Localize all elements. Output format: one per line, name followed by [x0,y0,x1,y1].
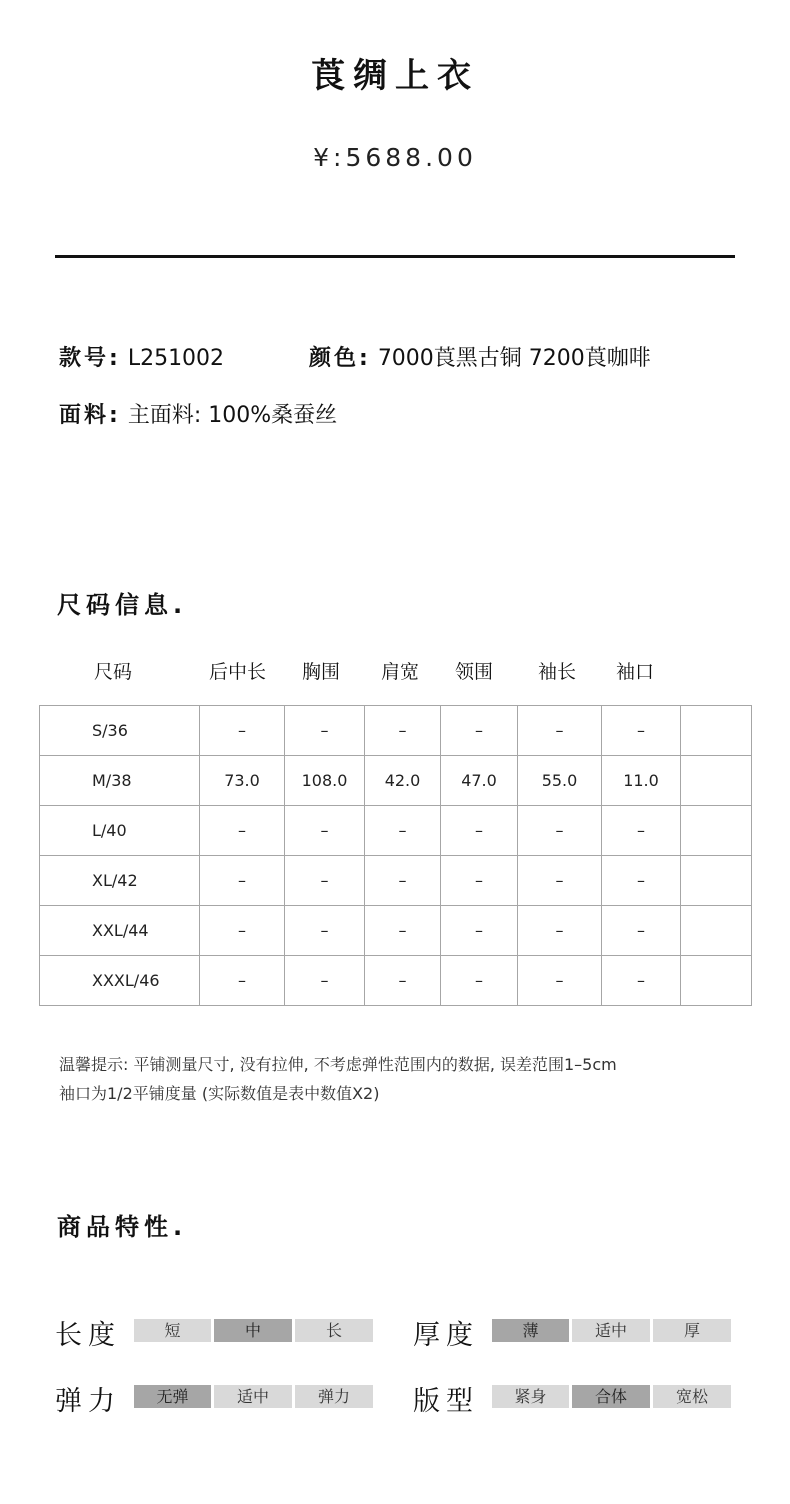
table-cell: – [441,706,518,756]
table-cell: – [518,956,602,1006]
col-header-chest: 胸围 [302,661,341,683]
table-cell: – [365,806,441,856]
size-table [39,705,752,1006]
empty-cell [681,956,752,1006]
size-cell: S/36 [40,706,200,756]
fabric-value: 主面料: 100%桑蚕丝 [127,403,338,428]
table-cell: – [441,956,518,1006]
empty-cell [681,706,752,756]
size-cell: XL/42 [40,856,200,906]
table-cell: – [602,856,681,906]
style-number-label: 款号: [59,346,121,371]
fabric-info [59,398,337,429]
empty-cell [681,856,752,906]
size-cell: XXXL/46 [40,956,200,1006]
cuff-note: 袖口为1/2平铺度量 (实际数值是表中数值X2) [59,1084,380,1103]
table-cell: – [365,706,441,756]
table-cell: – [200,906,285,956]
measurement-note: 温馨提示: 平铺测量尺寸, 没有拉伸, 不考虑弹性范围内的数据, 误差范围1–5cm [59,1055,617,1074]
size-cell: XXL/44 [40,906,200,956]
table-cell: – [602,906,681,956]
table-row [40,706,752,756]
table-row [40,806,752,856]
col-header-sleeve-length: 袖长 [538,661,577,683]
table-cell: – [200,706,285,756]
table-cell: – [518,806,602,856]
table-cell: – [441,806,518,856]
product-price: ¥:5688.00 [313,143,477,172]
feature-label-length: 长度 [55,1320,121,1351]
table-cell: 42.0 [365,756,441,806]
table-row [40,856,752,906]
table-cell: – [518,706,602,756]
table-row [40,906,752,956]
col-header-size: 尺码 [94,661,133,683]
color-value: 7000莨黑古铜 7200莨咖啡 [377,346,651,371]
table-cell: – [200,856,285,906]
table-cell: – [285,856,365,906]
table-cell: – [365,956,441,1006]
thickness-option-medium: 适中 [572,1319,650,1342]
table-cell: – [365,856,441,906]
color-label: 颜色: [309,346,371,371]
table-cell: – [365,906,441,956]
fit-option-tight: 紧身 [492,1385,569,1408]
col-header-shoulder: 肩宽 [381,661,420,683]
length-option-long: 长 [295,1319,373,1342]
product-title: 莨绸上衣 [311,56,479,96]
table-cell: – [441,906,518,956]
empty-cell [681,756,752,806]
fit-option-loose: 宽松 [653,1385,731,1408]
table-cell: 108.0 [285,756,365,806]
table-cell: – [200,806,285,856]
table-cell: – [285,706,365,756]
col-header-cuff: 袖口 [616,661,655,683]
table-cell: – [285,806,365,856]
color-info [309,341,651,372]
size-cell: L/40 [40,806,200,856]
table-cell: – [602,956,681,1006]
elasticity-option-medium: 适中 [214,1385,292,1408]
empty-cell [681,906,752,956]
col-header-neck: 领围 [455,661,494,683]
table-cell: – [285,956,365,1006]
table-cell: – [518,856,602,906]
elasticity-option-none: 无弹 [134,1385,211,1408]
col-header-back-length: 后中长 [209,661,267,683]
style-number-value: L251002 [127,346,225,371]
size-cell: M/38 [40,756,200,806]
table-cell: – [285,906,365,956]
features-title: 商品特性. [57,1213,188,1241]
divider [55,255,735,258]
table-cell: 47.0 [441,756,518,806]
table-cell: – [200,956,285,1006]
length-option-short: 短 [134,1319,211,1342]
table-cell: – [441,856,518,906]
elasticity-option-stretch: 弹力 [295,1385,373,1408]
style-number [59,341,224,372]
table-cell: 11.0 [602,756,681,806]
feature-label-elasticity: 弹力 [55,1386,121,1417]
feature-label-thickness: 厚度 [413,1320,479,1351]
feature-label-fit: 版型 [413,1386,479,1417]
table-cell: – [602,806,681,856]
thickness-option-thick: 厚 [653,1319,731,1342]
table-row [40,956,752,1006]
size-section-title: 尺码信息. [57,591,188,619]
fabric-label: 面料: [59,403,121,428]
table-cell: 55.0 [518,756,602,806]
empty-cell [681,806,752,856]
table-cell: – [602,706,681,756]
table-cell: 73.0 [200,756,285,806]
thickness-option-thin: 薄 [492,1319,569,1342]
fit-option-regular: 合体 [572,1385,650,1408]
table-row [40,756,752,806]
table-cell: – [518,906,602,956]
length-option-medium: 中 [214,1319,292,1342]
